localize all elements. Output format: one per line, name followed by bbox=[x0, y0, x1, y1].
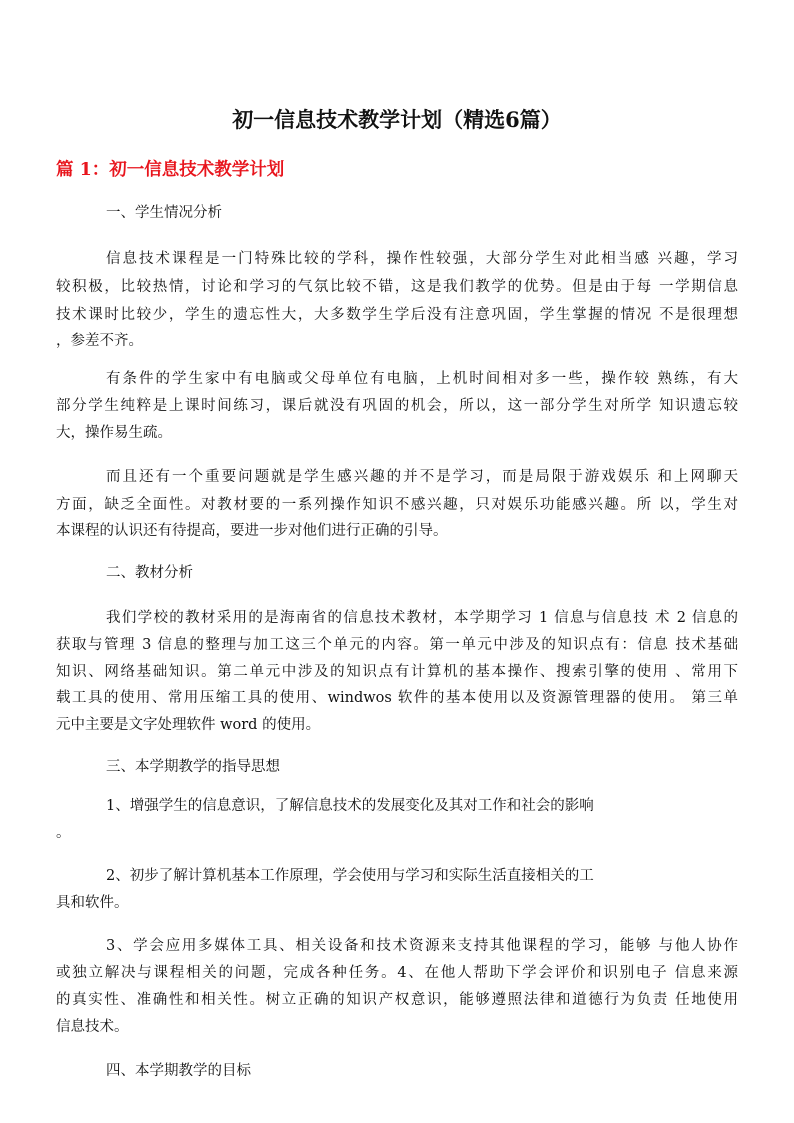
paragraph-line: 而且还有一个重要问题就是学生感兴趣的并不是学习，而是局限于游戏娱乐 和上网聊天 bbox=[106, 469, 738, 485]
paragraph-line: 有条件的学生家中有电脑或父母单位有电脑，上机时间相对多一些，操作较 熟练，有大 bbox=[106, 371, 738, 387]
section-heading: 四、本学期教学的目标 bbox=[106, 1063, 251, 1079]
paragraph-line: 本课程的认识还有待提高，要进一步对他们进行正确的引导。 bbox=[56, 523, 448, 539]
paragraph-line: 具和软件。 bbox=[56, 895, 129, 911]
paragraph-line: 大，操作易生疏。 bbox=[56, 425, 172, 441]
paragraph-line: 的真实性、准确性和相关性。树立正确的知识产权意识，能够遵照法律和道德行为负责 任地使用 bbox=[56, 992, 738, 1008]
paragraph-line: 我们学校的教材采用的是海南省的信息技术教材，本学期学习 1 信息与信息技 术 2 信息的 bbox=[106, 610, 738, 626]
paragraph-line: 信息技术。 bbox=[56, 1019, 129, 1035]
article-heading: 篇 1：初一信息技术教学计划 bbox=[56, 160, 285, 180]
paragraph-line: 方面，缺乏全面性。对教材要的一系列操作知识不感兴趣，只对娱乐功能感兴趣。所 以，学生对 bbox=[56, 497, 738, 513]
paragraph-line: 较积极，比较热情，讨论和学习的气氛比较不错，这是我们教学的优势。但是由于每 一学期信息 bbox=[56, 279, 738, 295]
paragraph-line: 载工具的使用、常用压缩工具的使用、windwos 软件的基本使用以及资源管理器的使用。 第三单 bbox=[56, 690, 738, 706]
paragraph-line: 2、初步了解计算机基本工作原理，学会使用与学习和实际生活直接相关的工 bbox=[106, 868, 594, 884]
section-heading: 一、学生情况分析 bbox=[106, 205, 222, 221]
document-title: 初一信息技术教学计划（精选6篇） bbox=[232, 107, 562, 132]
paragraph-line: ，参差不齐。 bbox=[56, 333, 143, 349]
paragraph-line: 元中主要是文字处理软件 word 的使用。 bbox=[56, 717, 321, 733]
section-heading: 三、本学期教学的指导思想 bbox=[106, 759, 280, 775]
paragraph-line: 3、学会应用多媒体工具、相关设备和技术资源来支持其他课程的学习，能够 与他人协作 bbox=[106, 938, 738, 954]
section-heading: 二、教材分析 bbox=[106, 565, 193, 581]
paragraph-line: 1、增强学生的信息意识，了解信息技术的发展变化及其对工作和社会的影响 bbox=[106, 798, 594, 814]
paragraph-line: 获取与管理 3 信息的整理与加工这三个单元的内容。第一单元中涉及的知识点有：信息 技术基础 bbox=[56, 637, 738, 653]
paragraph-line: 技术课时比较少，学生的遗忘性大，大多数学生学后没有注意巩固，学生掌握的情况 不是很理想 bbox=[56, 307, 738, 323]
paragraph-line: 部分学生纯粹是上课时间练习，课后就没有巩固的机会，所以，这一部分学生对所学 知识遗忘较 bbox=[56, 398, 738, 414]
paragraph-line: 或独立解决与课程相关的问题，完成各种任务。4、在他人帮助下学会评价和识别电子 信息来源 bbox=[56, 965, 738, 981]
paragraph-line: 知识、网络基础知识。第二单元中涉及的知识点有计算机的基本操作、搜索引擎的使用 、常用下 bbox=[56, 664, 738, 680]
paragraph-line: 信息技术课程是一门特殊比较的学科，操作性较强，大部分学生对此相当感 兴趣，学习 bbox=[106, 251, 738, 267]
paragraph-line: 。 bbox=[56, 825, 71, 841]
